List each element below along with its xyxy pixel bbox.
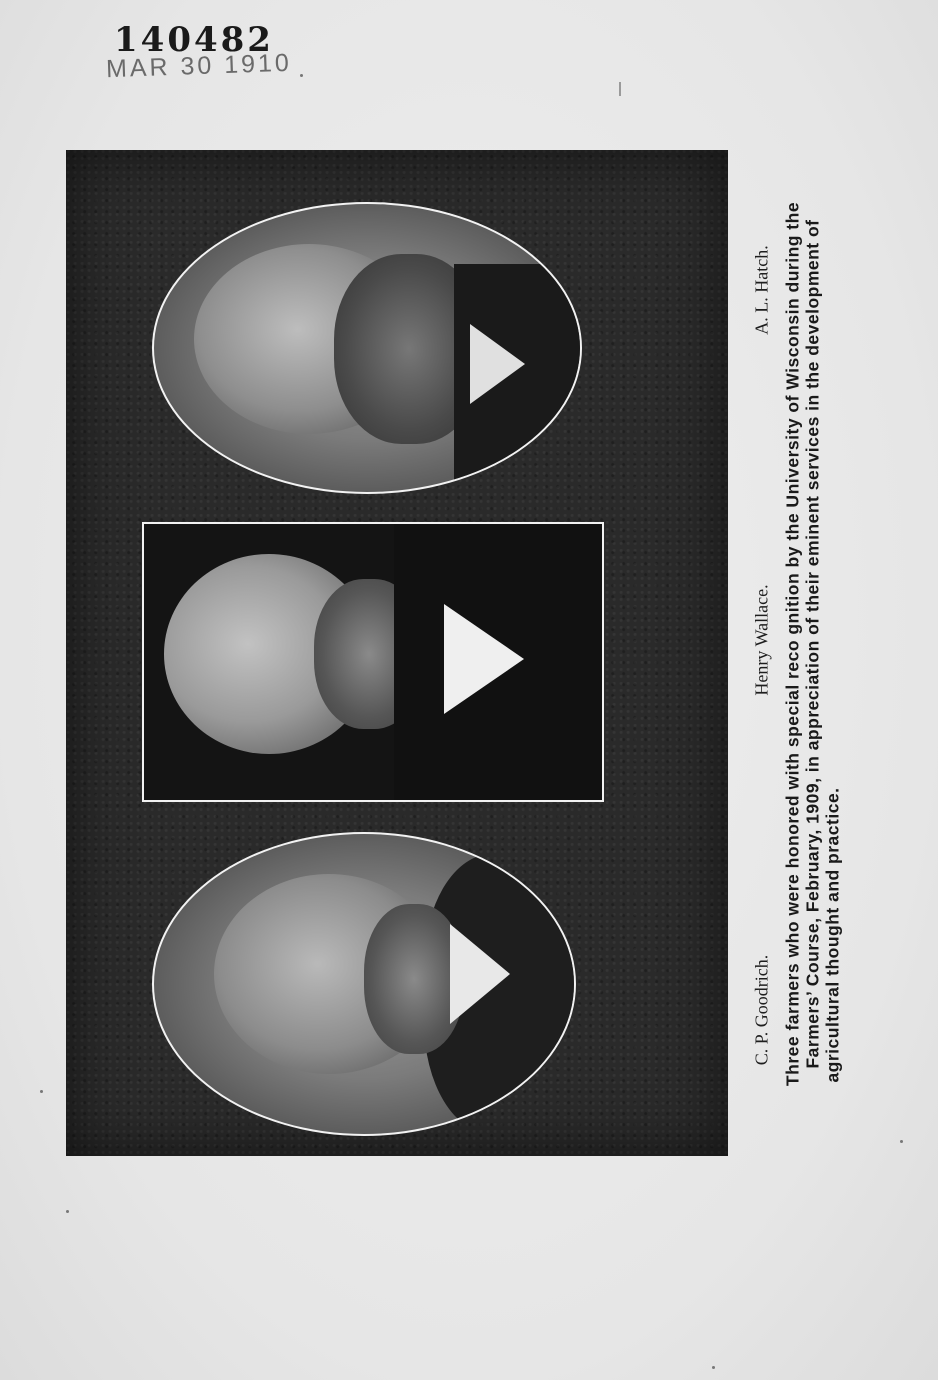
portrait-collar [470, 324, 525, 404]
paper-speck [300, 74, 303, 77]
portrait-label-hatch: A. L. Hatch. [751, 245, 772, 335]
portrait-beard [364, 904, 464, 1054]
paper-speck [40, 1090, 43, 1093]
paper-speck [66, 1210, 69, 1213]
paper-speck [900, 1140, 903, 1143]
portrait-label-wallace: Henry Wallace. [751, 584, 772, 696]
portrait-goodrich [152, 832, 576, 1136]
portrait-collar [450, 924, 510, 1024]
caption-line-1: Three farmers who were honored with special reco gnition by the University of Wisconsin during the [782, 201, 803, 1087]
received-date-stamp: MAR 30 1910 [105, 48, 293, 84]
paper-speck [712, 1366, 715, 1369]
accession-number-stamp: 140482 [114, 20, 274, 60]
portrait-collar [444, 604, 524, 714]
photo-plate [66, 150, 728, 1156]
pencil-mark [619, 82, 621, 96]
portrait-label-goodrich: C. P. Goodrich. [751, 954, 772, 1066]
caption-line-2: Farmers’ Course, February, 1909, in appreciation of their eminent services in the development of [802, 219, 823, 1069]
portrait-hatch [152, 202, 582, 494]
portrait-wallace [142, 522, 604, 802]
caption-line-3: agricultural thought and practice. [822, 787, 843, 1083]
